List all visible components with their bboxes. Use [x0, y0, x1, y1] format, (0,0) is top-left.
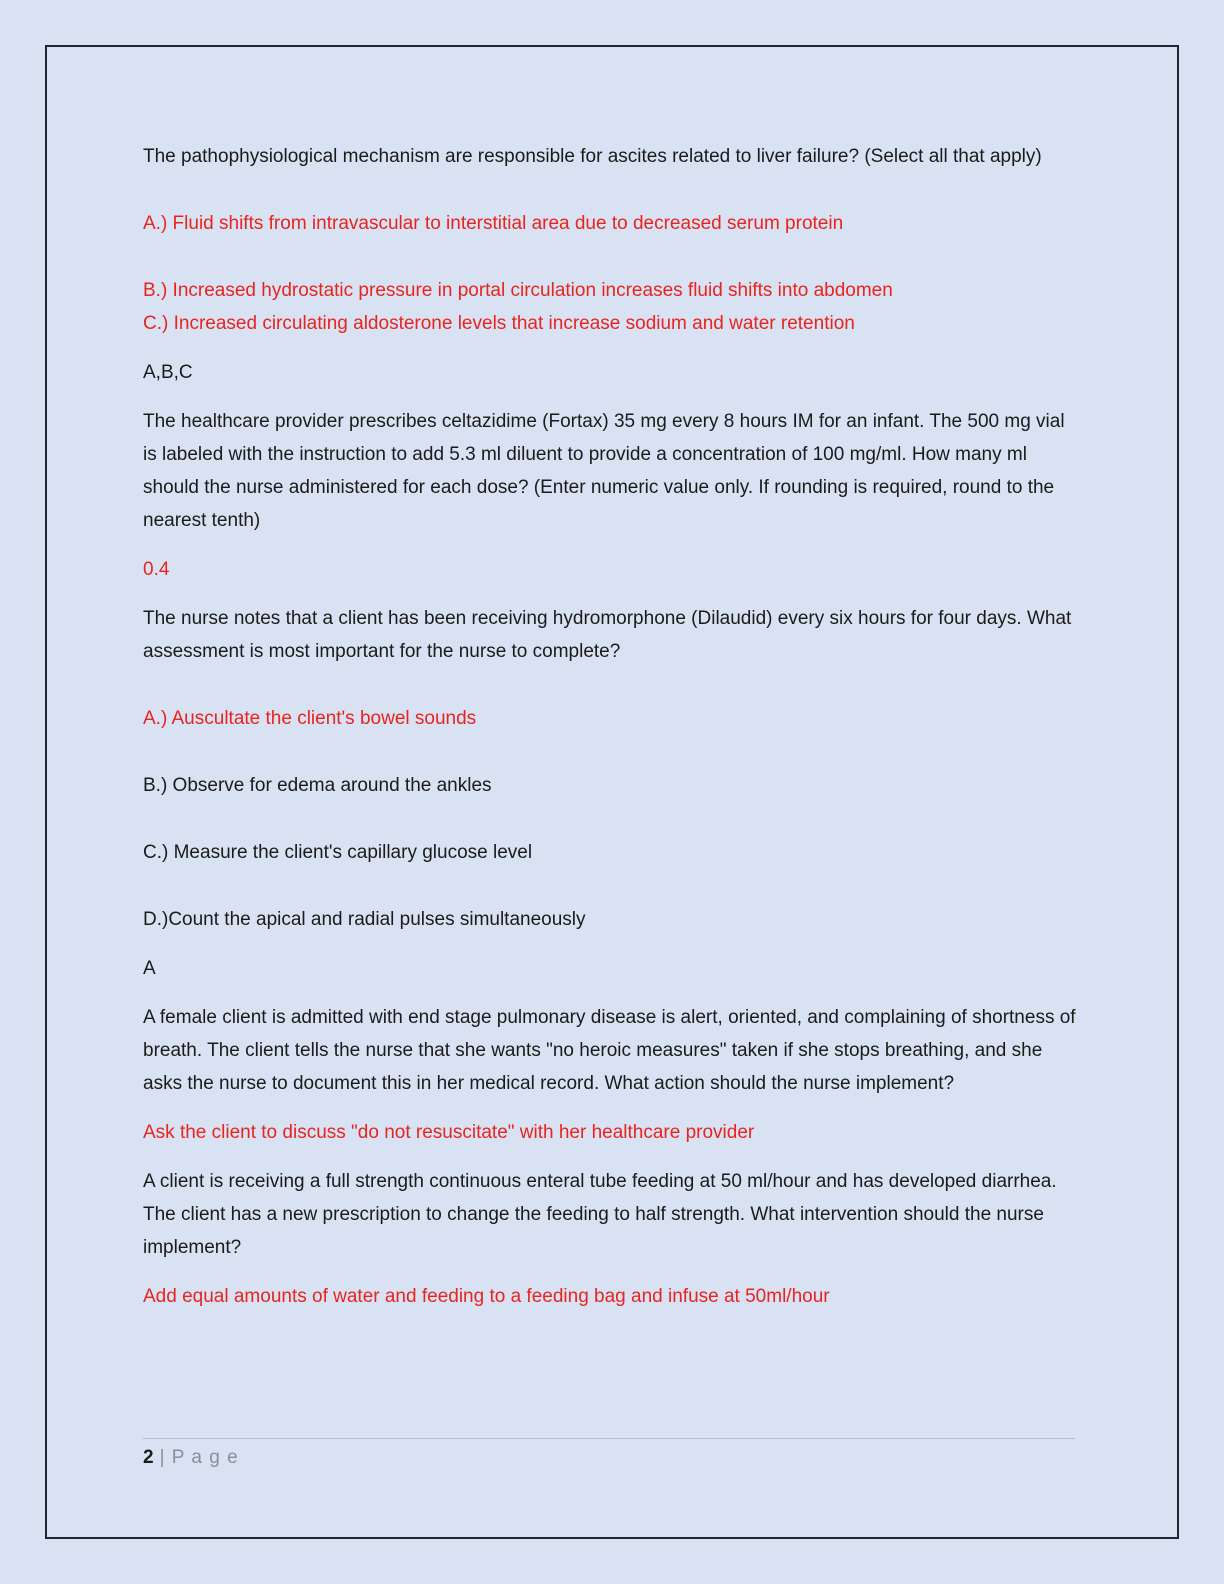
- option-a-auscultate: A.) Auscultate the client's bowel sounds: [143, 708, 477, 729]
- answer-dosage: 0.4: [143, 559, 170, 580]
- option-b-edema: B.) Observe for edema around the ankles: [143, 775, 492, 796]
- question-hydromorphone: The nurse notes that a client has been receiving hydromorphone (Dilaudid) every six hours for four days. What assessment is most important for the nurse to complete?: [143, 608, 1077, 662]
- question-pulmonary: A female client is admitted with end stage pulmonary disease is alert, oriented, and complaining of shortness of breath. The client tells the nurse that she wants "no heroic measures" taken if she stops breathing, and she asks the nurse to document this in her medical record. What action should the nurse implement?: [143, 1007, 1081, 1094]
- answer-a: A: [143, 958, 156, 979]
- option-c-glucose: C.) Measure the client's capillary glucose level: [143, 842, 533, 863]
- answer-abc: A,B,C: [143, 362, 193, 383]
- option-c-red: C.) Increased circulating aldosterone levels that increase sodium and water retention: [143, 313, 855, 334]
- question-ascites: The pathophysiological mechanism are responsible for ascites related to liver failure? (Select all that apply): [143, 146, 1042, 167]
- answer-dnr: Ask the client to discuss "do not resuscitate" with her healthcare provider: [143, 1122, 755, 1143]
- option-b-red: B.) Increased hydrostatic pressure in portal circulation increases fluid shifts into abdomen: [143, 280, 893, 301]
- option-d-pulses: D.)Count the apical and radial pulses simultaneously: [143, 909, 586, 930]
- footer-page-number: 2: [143, 1447, 154, 1468]
- question-dosage: The healthcare provider prescribes celtazidime (Fortax) 35 mg every 8 hours IM for an infant. The 500 mg vial is labeled with the instruction to add 5.3 ml diluent to provide a concentration of 100 mg/ml. How many ml should the nurse administered for each dose? (Enter numeric value only. If rounding is required, round to the nearest tenth): [143, 411, 1070, 531]
- footer-page-label: | P a g e: [159, 1447, 239, 1468]
- document-blocks: [143, 140, 1083, 1313]
- option-a-red: A.) Fluid shifts from intravascular to interstitial area due to decreased serum protein: [143, 213, 844, 234]
- question-tube-feeding: A client is receiving a full strength continuous enteral tube feeding at 50 ml/hour and has developed diarrhea. The client has a new prescription to change the feeding to half strength. What intervention should the nurse implement?: [143, 1171, 1062, 1258]
- page-footer: [143, 1438, 1075, 1469]
- answer-feeding: Add equal amounts of water and feeding to a feeding bag and infuse at 50ml/hour: [143, 1286, 830, 1307]
